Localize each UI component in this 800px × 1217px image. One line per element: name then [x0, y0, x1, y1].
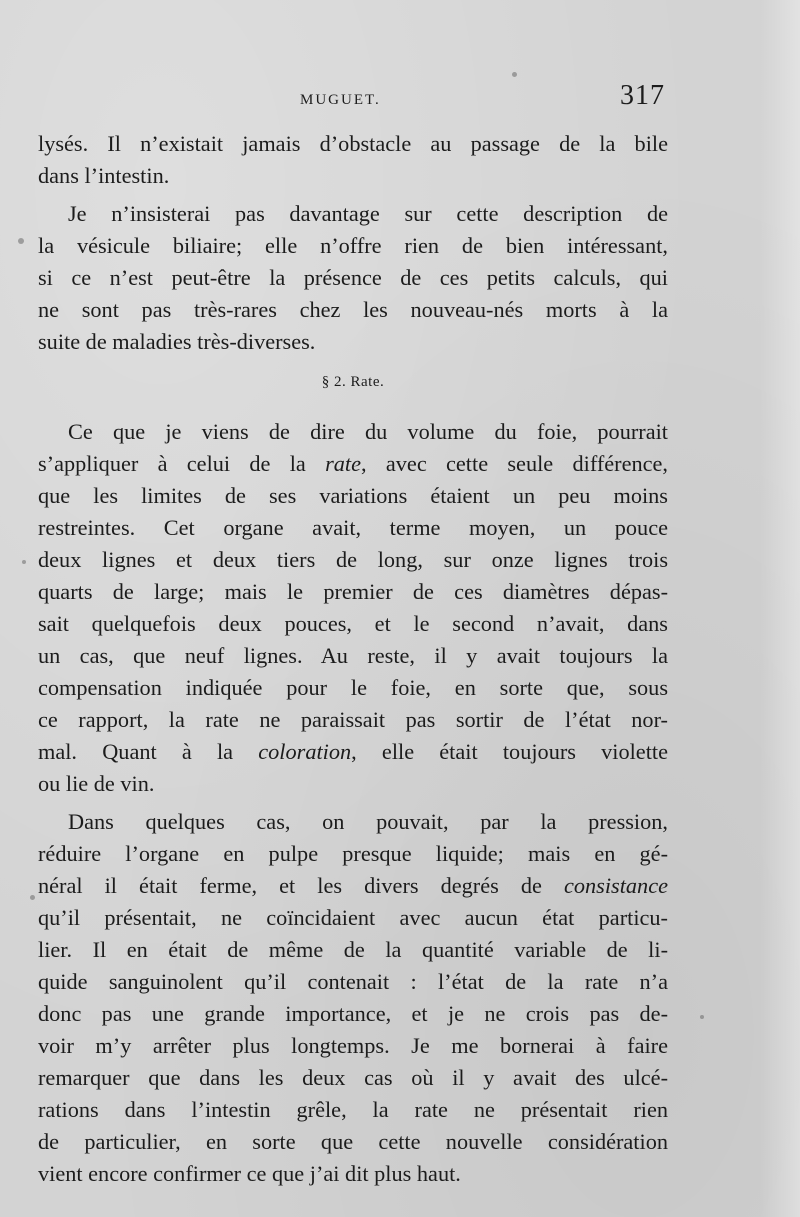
scan-speck [18, 238, 24, 244]
running-head: MUGUET. [300, 92, 381, 108]
paragraph-rate-consistance [38, 806, 668, 1190]
text-line: ce rapport, la rate ne paraissait pas sortir de l’état nor- [38, 707, 668, 732]
text-line: qu’il présentait, ne coïncidaient avec aucun état particu- [38, 905, 668, 930]
text-line: mal. Quant à la coloration, elle était toujours violette [38, 739, 668, 764]
text-line: sait quelquefois deux pouces, et le second n’avait, dans [38, 611, 668, 636]
scan-speck [512, 72, 517, 77]
text-line: quarts de large; mais le premier de ces diamètres dépas- [38, 579, 668, 604]
body-text [38, 128, 668, 1196]
text-line: Dans quelques cas, on pouvait, par la pression, [68, 809, 668, 834]
scan-speck [700, 1015, 704, 1019]
text-line: suite de maladies très-diverses. [38, 329, 316, 354]
scan-speck [30, 895, 35, 900]
section-heading: § 2. Rate. [321, 374, 385, 390]
text-line: Ce que je viens de dire du volume du foie, pourrait [68, 419, 668, 444]
text-line: vient encore confirmer ce que j’ai dit plus haut. [38, 1161, 461, 1186]
text-line: ou lie de vin. [38, 771, 155, 796]
text-line: dans l’intestin. [38, 163, 170, 188]
italic-term: coloration [258, 739, 352, 764]
paragraph-rate-volume [38, 416, 668, 800]
text-line: la vésicule biliaire; elle n’offre rien de bien intéressant, [38, 233, 668, 258]
text-line: que les limites de ses variations étaient un peu moins [38, 483, 668, 508]
text-line: quide sanguinolent qu’il contenait : l’état de la rate n’a [38, 969, 668, 994]
text-line: de particulier, en sorte que cette nouvelle considération [38, 1129, 668, 1154]
text-line: s’appliquer à celui de la rate, avec cette seule différence, [38, 451, 669, 476]
text-line: restreintes. Cet organe avait, terme moyen, un pouce [38, 515, 668, 540]
page-number: 317 [620, 80, 665, 111]
text-line: voir m’y arrêter plus longtemps. Je me bornerai à faire [38, 1033, 668, 1058]
text-line: ne sont pas très-rares chez les nouveau-nés morts à la [38, 297, 668, 322]
italic-term: consistance [563, 873, 668, 898]
text-line: lier. Il en était de même de la quantité variable de li- [38, 937, 668, 962]
page-header [0, 78, 800, 118]
section-body [38, 416, 668, 1190]
text-line: donc pas une grande importance, et je ne crois pas de- [38, 1001, 668, 1026]
scan-speck [22, 560, 26, 564]
text-line: un cas, que neuf lignes. Au reste, il y avait toujours la [38, 643, 668, 668]
text-line: néral il était ferme, et les divers degrés de consistance [38, 873, 668, 898]
text-line: si ce n’est peut-être la présence de ces petits calculs, qui [38, 265, 668, 290]
paragraph-vesicule [38, 198, 668, 358]
text-line: lysés. Il n’existait jamais d’obstacle au passage de la bile [38, 131, 668, 156]
page-edge-shadow [760, 0, 800, 1217]
paragraph-continuation [38, 128, 668, 192]
italic-term: rate [325, 451, 362, 476]
text-line: deux lignes et deux tiers de long, sur onze lignes trois [38, 547, 668, 572]
text-line: Je n’insisterai pas davantage sur cette description de [68, 201, 668, 226]
text-line: remarquer que dans les deux cas où il y avait des ulcé- [38, 1065, 668, 1090]
text-line: réduire l’organe en pulpe presque liquide; mais en gé- [38, 841, 668, 866]
text-line: rations dans l’intestin grêle, la rate ne présentait rien [38, 1097, 668, 1122]
text-line: compensation indiquée pour le foie, en sorte que, sous [38, 675, 668, 700]
